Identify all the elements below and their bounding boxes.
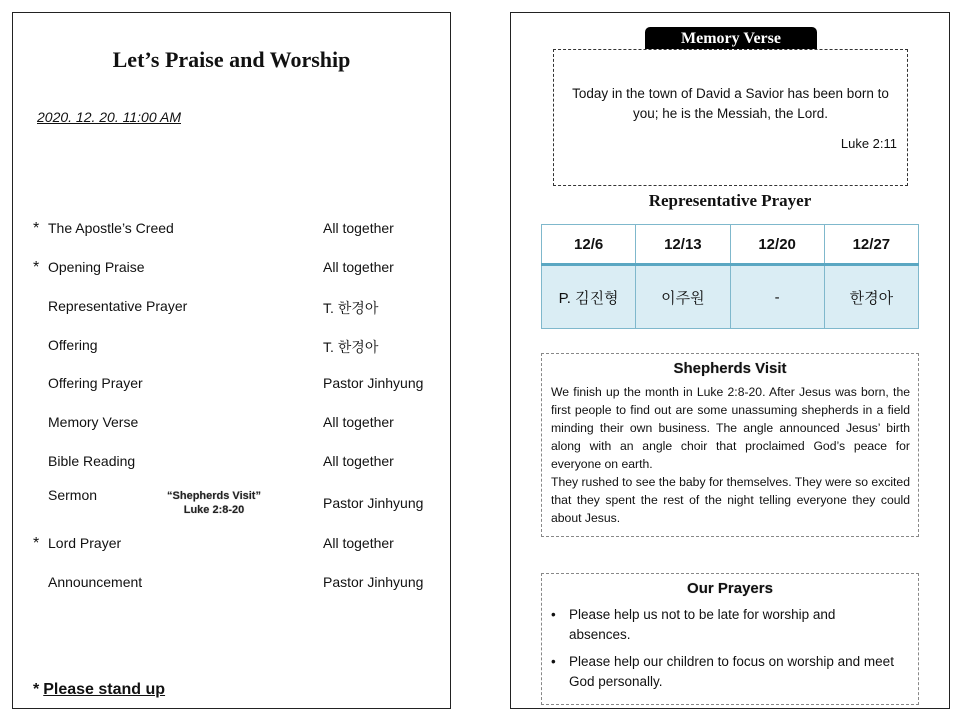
order-item-leader: All together xyxy=(323,453,394,469)
order-item-label: Lord Prayer xyxy=(48,535,122,551)
order-item xyxy=(13,220,452,242)
bulletin-info-page xyxy=(510,12,950,709)
order-item-leader: T. 한경아 xyxy=(323,300,379,316)
order-item-label: Offering Prayer xyxy=(48,375,143,391)
prayer-text: Please help us not to be late for worship and absences. xyxy=(569,607,836,642)
star-icon: * xyxy=(33,535,40,552)
table-header-cell: 12/13 xyxy=(636,225,730,265)
star-icon: * xyxy=(33,259,40,276)
order-item-leader: All together xyxy=(323,414,394,430)
table-cell: - xyxy=(730,265,824,329)
order-item xyxy=(13,574,452,596)
order-item-label: Memory Verse xyxy=(48,414,139,430)
stand-note-text: Please stand up xyxy=(43,681,166,698)
table-header-row xyxy=(542,225,919,265)
shepherds-visit-text xyxy=(551,383,910,527)
stand-note xyxy=(33,681,165,699)
order-item-leader: All together xyxy=(323,535,394,551)
star-icon: * xyxy=(33,220,40,237)
representative-prayer-table xyxy=(541,224,919,329)
order-item-leader: All together xyxy=(323,220,394,236)
table-row xyxy=(542,265,919,329)
order-item-leader: T. 한경아 xyxy=(323,339,379,355)
order-item-leader: Pastor Jinhyung xyxy=(323,375,424,391)
paragraph: They rushed to see the baby for themselves. They were so excited that they spent the rest of the night telling everyone they could about Jesus. xyxy=(551,475,910,525)
prayer-list xyxy=(542,605,918,692)
list-item xyxy=(542,605,918,645)
order-item xyxy=(13,259,452,281)
order-item-label: Offering xyxy=(48,337,98,353)
memory-verse-box xyxy=(553,49,908,186)
star-icon: * xyxy=(33,681,40,698)
order-of-worship-page xyxy=(12,12,451,709)
sermon-title: “Shepherds Visit” xyxy=(167,490,261,502)
memory-verse-tab: Memory Verse xyxy=(645,27,817,49)
order-item-leader: All together xyxy=(323,259,394,275)
order-item xyxy=(13,298,452,320)
order-item-leader: Pastor Jinhyung xyxy=(323,495,424,511)
representative-prayer-title: Representative Prayer xyxy=(648,191,812,210)
order-item-label: Opening Praise xyxy=(48,259,145,275)
memory-verse-text: Today in the town of David a Savior has been born to you; he is the Messiah, the Lord. xyxy=(572,86,889,121)
list-item xyxy=(542,652,918,692)
shepherds-visit-title: Shepherds Visit xyxy=(673,360,787,377)
our-prayers-box xyxy=(541,573,919,705)
order-item-label: Representative Prayer xyxy=(48,298,188,314)
paragraph: We finish up the month in Luke 2:8-20. After Jesus was born, the first people to find out are some unassuming shepherds in a field minding their own business. The angle announced Jesus’ birth along with an angle choir that proclaimed God’s peace for everyone on earth. xyxy=(551,385,910,471)
order-item xyxy=(13,375,452,397)
order-item-label: Sermon xyxy=(48,487,98,503)
table-cell: 한경아 xyxy=(824,265,918,329)
prayer-text: Please help our children to focus on worship and meet God personally. xyxy=(569,654,894,689)
order-item-label: Announcement xyxy=(48,574,143,590)
table-header-cell: 12/20 xyxy=(730,225,824,265)
bullet-icon: • xyxy=(551,607,556,622)
order-item-label: Bible Reading xyxy=(48,453,136,469)
order-item xyxy=(13,535,452,557)
table-header-cell: 12/6 xyxy=(542,225,636,265)
our-prayers-title: Our Prayers xyxy=(687,580,773,597)
table-header-cell: 12/27 xyxy=(824,225,918,265)
order-item xyxy=(13,453,452,475)
order-item-label: The Apostle’s Creed xyxy=(48,220,174,236)
sermon-title-block xyxy=(149,489,279,517)
order-item-sermon xyxy=(13,487,452,521)
bullet-icon: • xyxy=(551,654,556,669)
order-item xyxy=(13,414,452,436)
sermon-reference: Luke 2:8-20 xyxy=(183,504,245,516)
memory-verse-reference: Luke 2:11 xyxy=(840,136,897,151)
table-cell: 이주원 xyxy=(636,265,730,329)
table-cell: P. 김진형 xyxy=(542,265,636,329)
order-item xyxy=(13,337,452,359)
order-item-leader: Pastor Jinhyung xyxy=(323,574,424,590)
page-title: Let’s Praise and Worship xyxy=(112,47,351,72)
service-date: 2020. 12. 20. 11:00 AM xyxy=(37,109,181,125)
shepherds-visit-box xyxy=(541,353,919,537)
